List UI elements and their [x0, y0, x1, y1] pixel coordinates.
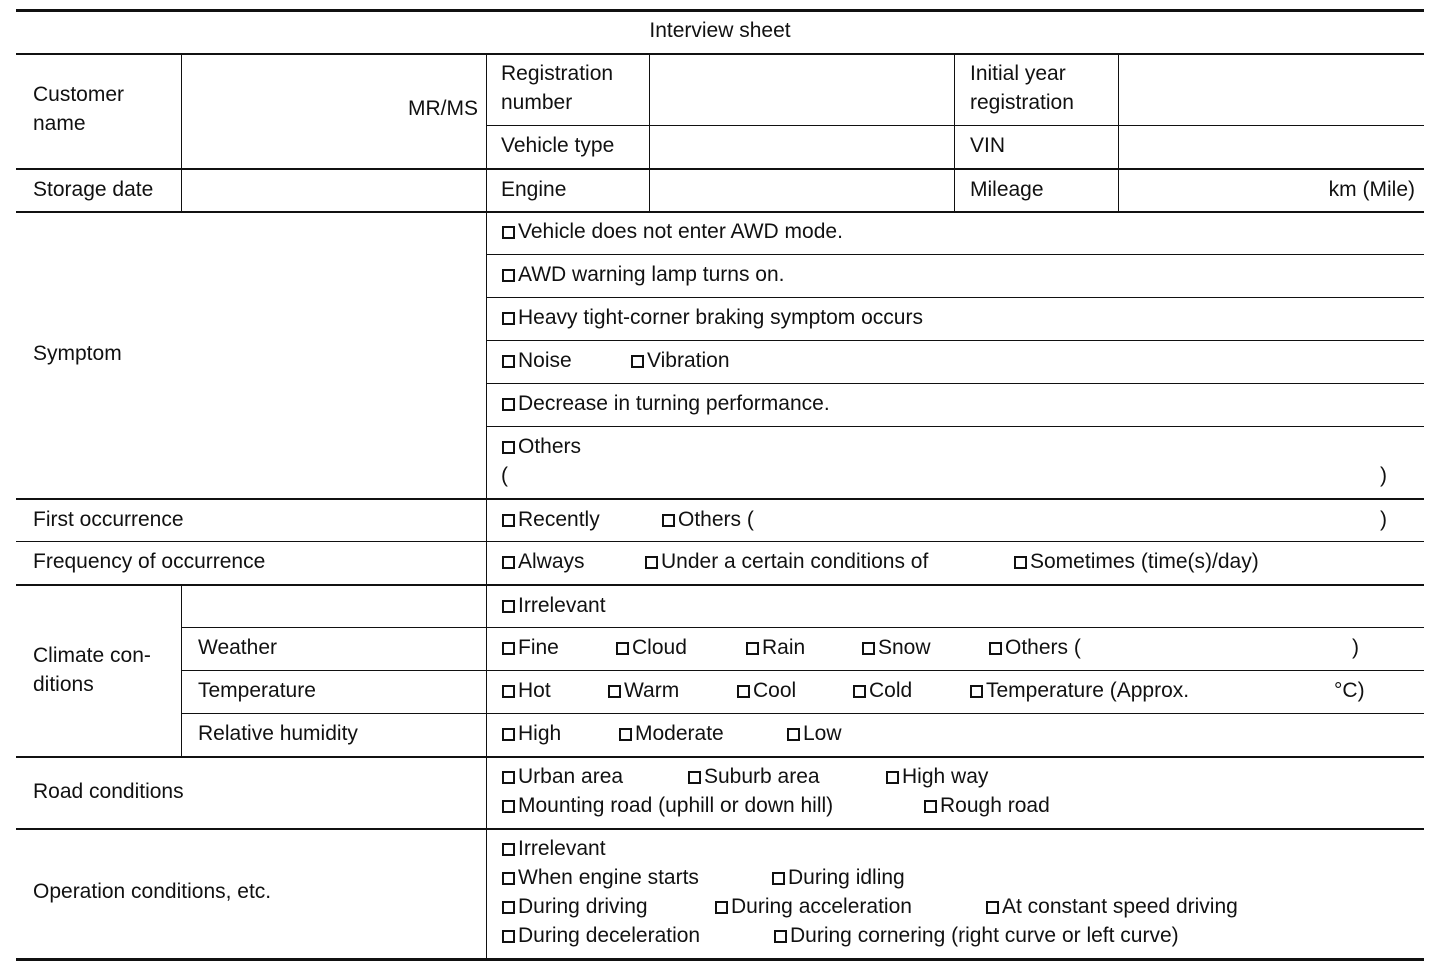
checkbox[interactable] [862, 642, 875, 655]
checkbox[interactable] [502, 930, 515, 943]
checkbox[interactable] [502, 771, 515, 784]
climate-irrelevant-option[interactable]: Irrelevant [502, 591, 606, 620]
checkbox[interactable] [715, 901, 728, 914]
checkbox[interactable] [502, 269, 515, 282]
paren-close: ) [1352, 636, 1359, 659]
checkbox[interactable] [688, 771, 701, 784]
rule [16, 168, 1424, 170]
symptom-option[interactable]: Heavy tight-corner braking symptom occurs [502, 303, 923, 332]
checkbox[interactable] [746, 642, 759, 655]
frequency-option[interactable]: Under a certain conditions of [645, 547, 928, 576]
weather-option[interactable]: Cloud [616, 633, 687, 662]
frequency-option[interactable]: Sometimes (time(s)/day) [1014, 547, 1259, 576]
temperature-unit: °C) [1334, 679, 1365, 702]
temperature-option[interactable]: Cold [853, 676, 912, 705]
title-suffix: MR/MS [408, 97, 478, 120]
rule [486, 426, 1424, 427]
operation-option[interactable]: When engine starts [502, 863, 699, 892]
operation-option[interactable]: Irrelevant [502, 834, 606, 863]
checkbox[interactable] [502, 226, 515, 239]
interview-sheet [16, 9, 1424, 961]
first-occurrence-option[interactable]: Recently [502, 505, 600, 534]
checkbox[interactable] [502, 514, 515, 527]
checkbox[interactable] [502, 800, 515, 813]
rule [486, 125, 1424, 126]
registration-number-field[interactable] [650, 59, 953, 119]
humidity-label: Relative humidity [198, 722, 358, 745]
rule [486, 340, 1424, 341]
symptom-option[interactable]: Vibration [631, 346, 730, 375]
rule [16, 828, 1424, 830]
checkbox[interactable] [853, 685, 866, 698]
rule [16, 584, 1424, 586]
paren-close: ) [1380, 464, 1387, 487]
rule [486, 297, 1424, 298]
humidity-option[interactable]: High [502, 719, 561, 748]
checkbox[interactable] [502, 642, 515, 655]
rule-v [181, 54, 182, 212]
checkbox[interactable] [986, 901, 999, 914]
operation-option[interactable]: During driving [502, 892, 648, 921]
rule-v [486, 54, 487, 958]
rule [486, 383, 1424, 384]
checkbox[interactable] [737, 685, 750, 698]
checkbox[interactable] [619, 728, 632, 741]
rule [16, 211, 1424, 213]
checkbox[interactable] [502, 312, 515, 325]
paren-close: ) [1380, 508, 1387, 531]
operation-option[interactable]: At constant speed driving [986, 892, 1238, 921]
rule [16, 541, 1424, 542]
checkbox[interactable] [662, 514, 675, 527]
symptom-option[interactable]: AWD warning lamp turns on. [502, 260, 785, 289]
operation-option[interactable]: During acceleration [715, 892, 912, 921]
checkbox[interactable] [502, 441, 515, 454]
weather-label: Weather [198, 636, 277, 659]
mileage-unit: km (Mile) [1328, 178, 1415, 201]
humidity-option[interactable]: Low [787, 719, 842, 748]
checkbox[interactable] [774, 930, 787, 943]
road-option[interactable]: High way [886, 762, 988, 791]
frequency-option[interactable]: Always [502, 547, 585, 576]
symptom-label: Symptom [33, 342, 122, 365]
checkbox[interactable] [502, 872, 515, 885]
vin-label: VIN [970, 134, 1006, 157]
checkbox[interactable] [502, 685, 515, 698]
road-option[interactable]: Suburb area [688, 762, 820, 791]
checkbox[interactable] [502, 556, 515, 569]
checkbox[interactable] [608, 685, 621, 698]
checkbox[interactable] [502, 398, 515, 411]
temperature-option[interactable]: Cool [737, 676, 796, 705]
mileage-label: Mileage [970, 178, 1044, 201]
temperature-option[interactable]: Temperature (Approx. [970, 676, 1189, 705]
checkbox[interactable] [502, 600, 515, 613]
rule [16, 53, 1424, 55]
initial-year-label: Initial year registration [970, 62, 1074, 114]
road-option[interactable]: Urban area [502, 762, 623, 791]
checkbox[interactable] [989, 642, 1002, 655]
operation-option[interactable]: During idling [772, 863, 905, 892]
customer-name-field[interactable] [182, 94, 478, 123]
checkbox[interactable] [631, 355, 644, 368]
checkbox[interactable] [502, 901, 515, 914]
operation-conditions-label: Operation conditions, etc. [33, 880, 272, 903]
symptom-option[interactable]: Decrease in turning performance. [502, 389, 830, 418]
rule [16, 498, 1424, 500]
top-border [16, 9, 1424, 12]
vehicle-type-label: Vehicle type [501, 134, 615, 157]
checkbox[interactable] [502, 355, 515, 368]
customer-name-label: Customer name [33, 83, 125, 135]
road-option[interactable]: Mounting road (uphill or down hill) [502, 791, 833, 820]
symptom-option[interactable]: Others [502, 432, 581, 461]
paren-open: ( [501, 464, 508, 487]
checkbox[interactable] [886, 771, 899, 784]
temperature-option[interactable]: Warm [608, 676, 679, 705]
first-occurrence-label: First occurrence [33, 508, 184, 531]
checkbox[interactable] [787, 728, 800, 741]
checkbox[interactable] [645, 556, 658, 569]
registration-number-label: Registration number [501, 62, 614, 114]
checkbox[interactable] [924, 800, 937, 813]
engine-label: Engine [501, 178, 567, 201]
rule-v [954, 54, 955, 212]
checkbox[interactable] [616, 642, 629, 655]
weather-option[interactable]: Snow [862, 633, 931, 662]
road-option[interactable]: Rough road [924, 791, 1050, 820]
temperature-label: Temperature [198, 679, 316, 702]
initial-year-field[interactable] [1119, 59, 1423, 119]
weather-option[interactable]: Others ( [989, 633, 1081, 662]
first-occurrence-option[interactable]: Others ( [662, 505, 754, 534]
symptom-option[interactable]: Vehicle does not enter AWD mode. [502, 217, 843, 246]
mileage-field[interactable] [1119, 175, 1415, 204]
rule [181, 670, 1424, 671]
storage-date-label: Storage date [33, 178, 154, 201]
rule [181, 627, 1424, 628]
checkbox[interactable] [502, 843, 515, 856]
road-conditions-label: Road conditions [33, 780, 184, 803]
bottom-border [16, 958, 1424, 961]
rule [181, 713, 1424, 714]
operation-option[interactable]: During cornering (right curve or left curve) [774, 921, 1179, 950]
checkbox[interactable] [772, 872, 785, 885]
rule [16, 756, 1424, 758]
rule-v [181, 585, 182, 757]
checkbox[interactable] [1014, 556, 1027, 569]
climate-label: Climate con- ditions [33, 644, 151, 696]
temperature-option[interactable]: Hot [502, 676, 551, 705]
sheet-title: Interview sheet [649, 19, 791, 42]
weather-option[interactable]: Rain [746, 633, 805, 662]
humidity-option[interactable]: Moderate [619, 719, 724, 748]
operation-option[interactable]: During deceleration [502, 921, 700, 950]
checkbox[interactable] [970, 685, 983, 698]
rule [486, 254, 1424, 255]
checkbox[interactable] [502, 728, 515, 741]
weather-option[interactable]: Fine [502, 633, 559, 662]
symptom-option[interactable]: Noise [502, 346, 572, 375]
frequency-label: Frequency of occurrence [33, 550, 266, 573]
